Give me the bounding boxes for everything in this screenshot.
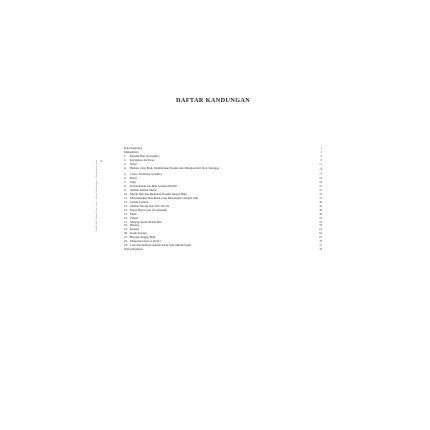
toc-entry-page: 55: [319, 220, 322, 224]
toc-entry-number: 19.: [124, 227, 128, 232]
toc-entry-number: 7.: [124, 180, 127, 185]
toc-entry-number: 1.: [124, 153, 127, 158]
toc-entry-number: 16.: [124, 215, 128, 220]
toc-entry-page: 17: [319, 173, 322, 177]
toc-entry-number: 22.: [124, 239, 128, 244]
toc-entry-number: 23.: [124, 243, 128, 248]
toc-entry-page: 67: [319, 236, 322, 240]
toc-entry-label: Benci: [130, 176, 137, 181]
toc-entry-page: 43: [319, 204, 322, 208]
toc-entry-page: v: [320, 147, 322, 150]
toc-entry-page: 40: [319, 200, 322, 204]
toc-entry-page: 76: [319, 248, 322, 252]
toc-entry-label: Cerita dan Riang Gembira: [130, 172, 162, 177]
toc-entry-number: 17.: [124, 219, 128, 224]
toc-entry-number: 14.: [124, 207, 128, 212]
toc-entry-page: 37: [319, 196, 322, 200]
toc-entry-number: 5.: [124, 172, 127, 177]
toc-entry-page: 64: [319, 232, 322, 236]
toc-entry-label: Mukadimah: [124, 149, 139, 154]
toc-entry-number: 20.: [124, 231, 128, 236]
toc-entry-label: Menjaga Kehormatan Diri: [130, 219, 162, 224]
toc-entry: [124, 248, 322, 252]
toc-entry-number: 21.: [124, 235, 128, 240]
toc-entry-page: 24: [319, 181, 322, 185]
toc-entry-label: Kasih Sayang: [130, 231, 147, 236]
toc-entry-label: Persaudaraan dan Hak Sesama Muslim: [130, 184, 177, 189]
toc-entry-page: 27: [319, 185, 322, 189]
toc-entry-label: Malu: [130, 211, 137, 216]
side-page-number: iii: [100, 159, 103, 163]
toc-entry-number: 13.: [124, 203, 128, 208]
toc-entry-label: Bekerja: [130, 223, 140, 228]
toc-list: [124, 147, 322, 252]
toc-entry-page: 34: [319, 192, 322, 196]
toc-entry-number: 2.: [124, 157, 127, 162]
toc-entry-number: 3.: [124, 161, 127, 166]
toc-entry-page: 14: [319, 167, 322, 171]
toc-entry-page: 8: [320, 158, 322, 162]
toc-entry-page: 21: [319, 177, 322, 181]
toc-entry-page: 73: [319, 244, 322, 248]
toc-entry-label: Pemaaf: [130, 227, 139, 232]
toc-entry-page: 46: [319, 208, 322, 212]
toc-entry-page: 11: [319, 162, 322, 166]
toc-entry-label: Berkata yang Baik, Memuliakan Tetamu dan Menghormati Jiran Tetangga: [130, 165, 220, 170]
toc-entry-label: Bergaul dengan Baik: [130, 235, 156, 240]
toc-entry-page: 1: [320, 150, 322, 154]
toc-entry-label: Menepati Janji (al-Wafa'): [130, 239, 161, 244]
toc-entry-label: Murah Hati dan Menjamu Tetamu dengan Baik: [130, 191, 187, 196]
toc-entry-number: 4.: [124, 165, 127, 170]
toc-entry-number: 12.: [124, 199, 128, 204]
toc-entry-label: Lemah Lembut: [130, 199, 149, 204]
toc-entry-number: 18.: [124, 223, 128, 228]
toc-entry-number: 9.: [124, 188, 127, 193]
toc-entry-label: Jujur: [130, 180, 136, 185]
toc-entry-page: 49: [319, 212, 322, 216]
toc-entry-page: 61: [319, 228, 322, 232]
toc-entry-label: Kebajikan dan Dosa: [130, 157, 155, 162]
toc-entry-label: Dapat Dipercayai (al-Amanah): [130, 207, 168, 212]
toc-entry-number: 11.: [124, 195, 128, 200]
running-header-vertical: Tasbih Hati Tanda Pemikiran · Dasar Kandungan · Pemahaman Ilmu: [95, 160, 98, 233]
toc-entry-page: 52: [319, 216, 322, 220]
toc-entry-page: 58: [319, 224, 322, 228]
toc-title: DAFTAR KANDUNGAN: [176, 97, 251, 104]
toc-entry-number: 6.: [124, 176, 127, 181]
toc-entry-label: Kata Pengantar: [124, 146, 143, 150]
toc-entry-number: 15.: [124, 211, 128, 216]
toc-entry-label: Akhlak Akhlak Mulia: [130, 188, 157, 193]
toc-entry-number: 10.: [124, 191, 128, 196]
toc-entry-label: Daftar Rujukan: [124, 247, 143, 252]
toc-entry-label: Akhlak Terpuji dan Sifat Tercela: [130, 203, 170, 208]
toc-entry-label: Cinta Perdamaian Adalah Salah Satu Akhlak Islam: [130, 243, 191, 248]
toc-entry-label: Sabar: [130, 161, 137, 166]
toc-entry-page: 31: [319, 189, 322, 193]
toc-entry-label: Rendah Hati (Tawadhu'): [130, 153, 160, 158]
toc-entry-label: Mendamaikan Dua Pihak yang Bersengketa dengan Adil: [130, 195, 198, 200]
toc-entry-label: Zuhud: [130, 215, 138, 220]
toc-entry-page: 70: [319, 240, 322, 244]
toc-entry-number: 8.: [124, 184, 127, 189]
toc-entry-page: 5: [320, 154, 322, 158]
